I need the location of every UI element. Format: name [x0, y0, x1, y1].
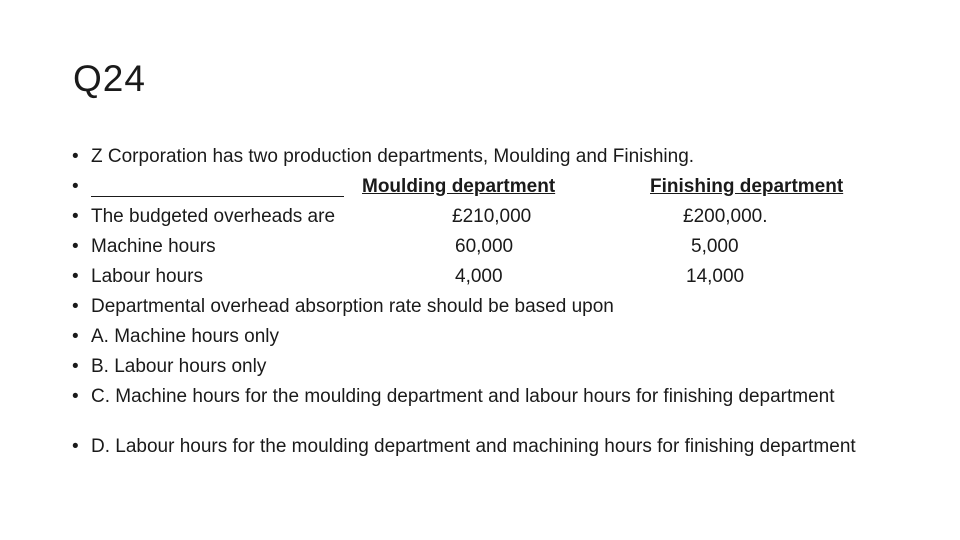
- bullet-icon: •: [72, 206, 79, 227]
- intro-text: Z Corporation has two production departments, Moulding and Finishing.: [91, 146, 695, 167]
- row-moulding-value: 60,000: [455, 236, 514, 257]
- table-row: [72, 232, 932, 262]
- header-blank-underline: [91, 176, 344, 197]
- row-finishing-value: 5,000: [691, 236, 739, 257]
- row-finishing-value: £200,000.: [683, 206, 768, 227]
- bullet-icon: •: [72, 386, 79, 407]
- bullet-icon: •: [72, 326, 79, 347]
- header-moulding: Moulding department: [362, 176, 556, 197]
- row-moulding-value: £210,000: [452, 206, 532, 227]
- bullet-icon: •: [72, 356, 79, 377]
- table-row: [72, 202, 932, 232]
- header-finishing: Finishing department: [650, 176, 844, 197]
- option-a-text: A. Machine hours only: [91, 326, 279, 347]
- bullet-icon: •: [72, 296, 79, 317]
- option-d: [72, 432, 932, 482]
- list-item: [72, 172, 932, 202]
- bullet-icon: •: [72, 266, 79, 287]
- option-c: [72, 382, 932, 432]
- question-text: Departmental overhead absorption rate should be based upon: [91, 296, 614, 317]
- row-moulding-value: 4,000: [455, 266, 503, 287]
- row-label: Machine hours: [91, 236, 216, 257]
- slide-title: Q24: [73, 58, 146, 99]
- row-label: Labour hours: [91, 266, 203, 287]
- bullet-icon: •: [72, 436, 79, 457]
- table-row: [72, 262, 932, 292]
- bullet-icon: •: [72, 176, 79, 197]
- option-c-text: C. Machine hours for the moulding department and labour hours for finishing department: [91, 386, 835, 407]
- bullet-icon: •: [72, 146, 79, 167]
- row-finishing-value: 14,000: [686, 266, 745, 287]
- row-label: The budgeted overheads are: [91, 206, 336, 227]
- option-b-text: B. Labour hours only: [91, 356, 267, 377]
- option-d-text: D. Labour hours for the moulding department and machining hours for finishing department: [91, 436, 856, 457]
- bullet-icon: •: [72, 236, 79, 257]
